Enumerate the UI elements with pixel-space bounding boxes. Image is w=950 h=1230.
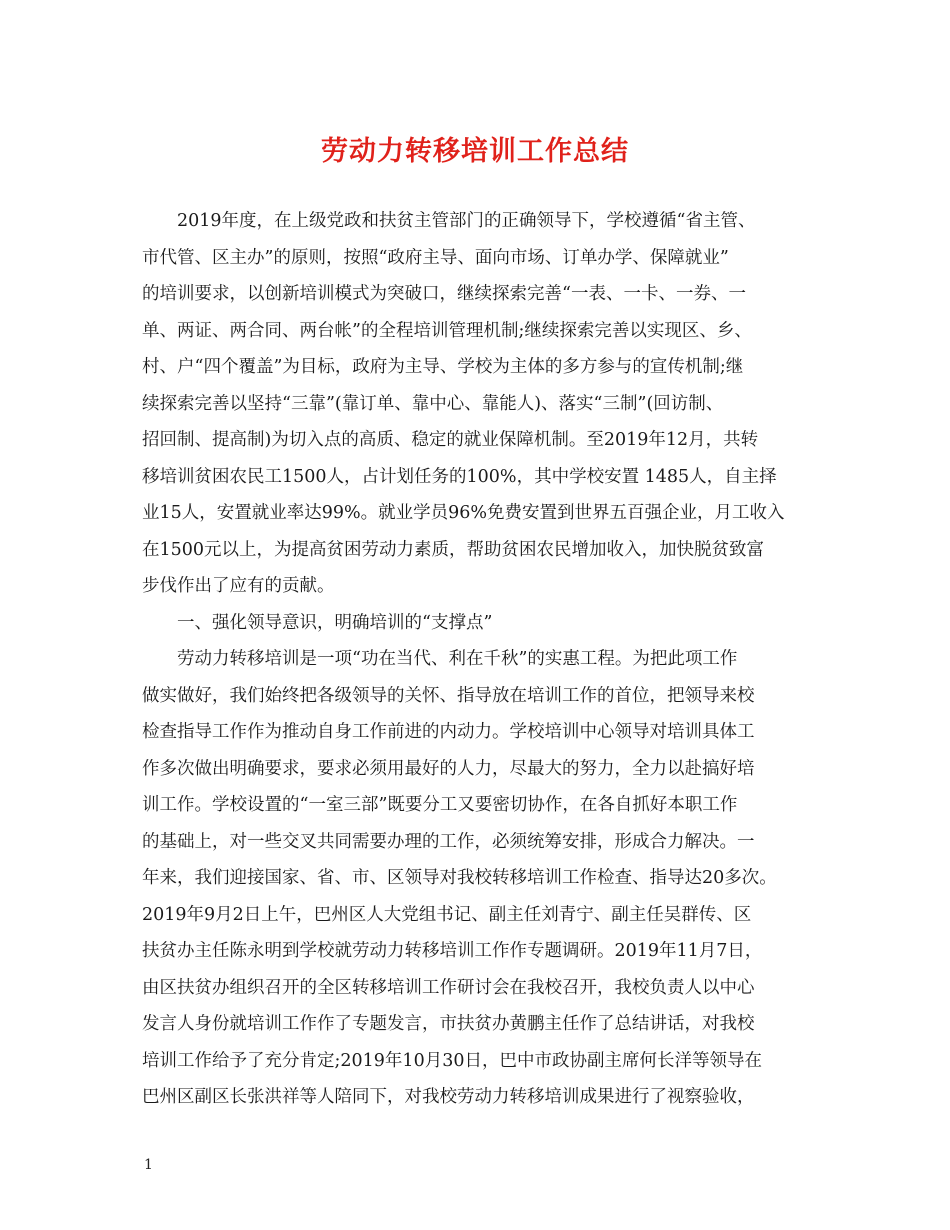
body-line: 在1500元以上，为提高贫困劳动力素质，帮助贫困农民增加收入，加快脱贫致富 bbox=[142, 539, 765, 560]
body-line: 市代管、区主办”的原则，按照“政府主导、面向市场、订单办学、保障就业” bbox=[142, 247, 729, 268]
body-line: 作多次做出明确要求，要求必须用最好的人力，尽最大的努力，全力以赴搞好培 bbox=[142, 758, 755, 779]
body-line: 单、两证、两合同、两台帐”的全程培训管理机制;继续探索完善以实现区、乡、 bbox=[142, 320, 752, 341]
document-title: 劳动力转移培训工作总结 bbox=[321, 136, 629, 167]
body-line: 发言人身份就培训工作作了专题发言，市扶贫办黄鹏主任作了总结讲话，对我校 bbox=[142, 1014, 755, 1034]
body-line: 的基础上，对一些交叉共同需要办理的工作，必须统筹安排，形成合力解决。一 bbox=[142, 831, 755, 852]
body-line: 2019年度，在上级党政和扶贫主管部门的正确领导下，学校遵循“省主管、 bbox=[142, 211, 756, 231]
body-line: 一、强化领导意识，明确培训的“支撑点” bbox=[142, 612, 493, 633]
body-line: 巴州区副区长张洪祥等人陪同下，对我校劳动力转移培训成果进行了视察验收， bbox=[142, 1087, 755, 1107]
body-line: 2019年9月2日上午，巴州区人大党组书记、副主任刘青宁、副主任吴群传、区 bbox=[142, 904, 752, 925]
body-line: 的培训要求，以创新培训模式为突破口，继续探索完善“一表、一卡、一券、一 bbox=[142, 284, 746, 304]
body-line: 劳动力转移培训是一项“功在当代、利在千秋”的实惠工程。为把此项工作 bbox=[142, 649, 738, 669]
page-number: 1 bbox=[144, 1157, 153, 1173]
body-line: 村、户“四个覆盖”为目标，政府为主导、学校为主体的多方参与的宣传机制;继 bbox=[142, 357, 744, 377]
body-line: 由区扶贫办组织召开的全区转移培训工作研讨会在我校召开，我校负责人以中心 bbox=[142, 977, 755, 998]
body-line: 扶贫办主任陈永明到学校就劳动力转移培训工作作专题调研。2019年11月7日， bbox=[142, 941, 763, 961]
body-line: 续探索完善以坚持“三靠”(靠订单、靠中心、靠能人)、落实“三制”(回访制、 bbox=[142, 393, 724, 414]
body-line: 做实做好，我们始终把各级领导的关怀、指导放在培训工作的首位，把领导来校 bbox=[142, 685, 755, 706]
body-line: 年来，我们迎接国家、省、市、区领导对我校转移培训工作检查、指导达20多次。 bbox=[142, 868, 777, 888]
body-line: 培训工作给予了充分肯定;2019年10月30日，巴中市政协副主席何长洋等领导在 bbox=[142, 1050, 762, 1071]
body-line: 检查指导工作作为推动自身工作前进的内动力。学校培训中心领导对培训具体工 bbox=[142, 722, 755, 742]
body-line: 步伐作出了应有的贡献。 bbox=[142, 576, 335, 596]
body-line: 业15人，安置就业率达99%。就业学员96%免费安置到世界五百强企业，月工收入 bbox=[142, 503, 785, 523]
body-line: 招回制、提高制)为切入点的高质、稳定的就业保障机制。至2019年12月，共转 bbox=[142, 430, 759, 450]
body-line: 训工作。学校设置的“一室三部”既要分工又要密切协作，在各自抓好本职工作 bbox=[142, 795, 738, 815]
body-line: 移培训贫困农民工1500人，占计划任务的100%，其中学校安置 1485人，自主择 bbox=[142, 466, 777, 487]
